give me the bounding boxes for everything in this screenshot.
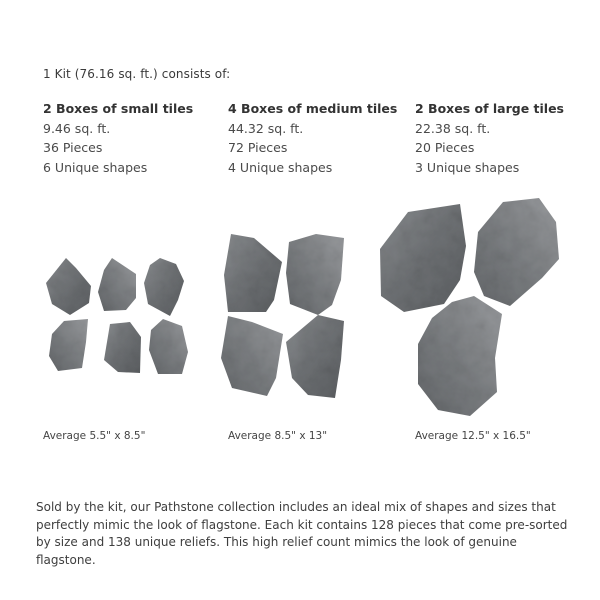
large-tile <box>474 198 559 306</box>
medium-tiles-caption: Average 8.5" x 13" <box>228 430 328 442</box>
medium-tiles-area: 44.32 sq. ft. <box>228 120 304 136</box>
small-tile <box>149 319 188 374</box>
medium-tiles-shapes: 4 Unique shapes <box>228 159 333 175</box>
medium-tiles-group <box>221 234 344 398</box>
medium-tile <box>286 234 344 315</box>
large-tile <box>380 204 466 312</box>
small-tiles-pieces: 36 Pieces <box>43 140 103 155</box>
small-tile <box>98 258 136 311</box>
large-tile <box>418 296 502 416</box>
small-tiles-shapes: 6 Unique shapes <box>43 159 148 175</box>
small-tiles-heading: 2 Boxes of small tiles <box>43 101 194 116</box>
kit-summary: 1 Kit (76.16 sq. ft.) consists of: <box>43 67 231 81</box>
medium-tiles-pieces: 72 Pieces <box>228 140 288 155</box>
small-tiles-group <box>46 258 188 374</box>
medium-tiles-heading: 4 Boxes of medium tiles <box>228 101 398 116</box>
small-tiles-caption: Average 5.5" x 8.5" <box>43 430 146 442</box>
large-tiles-caption: Average 12.5" x 16.5" <box>415 430 531 442</box>
small-tile <box>144 258 184 316</box>
large-tiles-pieces: 20 Pieces <box>415 140 475 155</box>
small-tile <box>46 258 91 315</box>
small-tile <box>104 322 141 373</box>
medium-tile <box>221 316 283 396</box>
small-tiles-area: 9.46 sq. ft. <box>43 120 111 136</box>
large-tiles-shapes: 3 Unique shapes <box>415 159 520 175</box>
product-description: Sold by the kit, our Pathstone collection includes an ideal mix of shapes and sizes that perfectly mimic the look of flagstone. Each kit contains 128 pieces that come pre-sorted by size and 138 unique reliefs. This high relief count mimics the look of genuine flagstone. <box>36 500 568 567</box>
medium-tile <box>286 315 344 398</box>
small-tile <box>49 319 88 371</box>
large-tiles-area: 22.38 sq. ft. <box>415 120 491 136</box>
large-tiles-group <box>380 198 559 416</box>
large-tiles-heading: 2 Boxes of large tiles <box>415 101 564 116</box>
medium-tile <box>224 234 282 312</box>
